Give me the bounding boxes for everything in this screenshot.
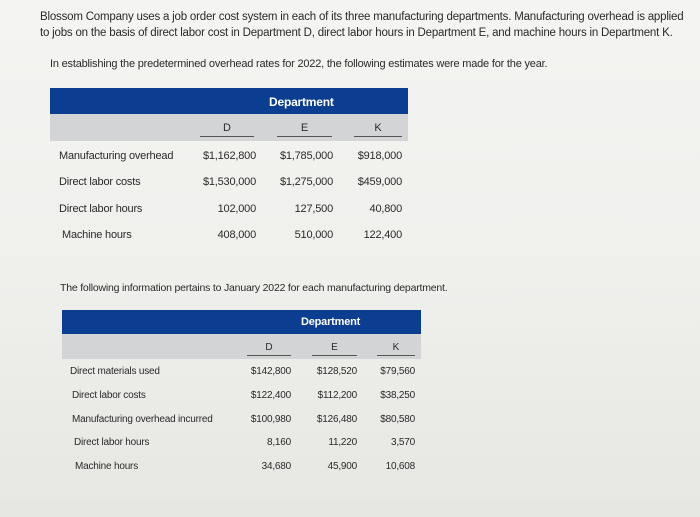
cell: $459,000 <box>357 176 402 188</box>
row-label-direct-labor-costs: Direct labor costs <box>72 390 146 401</box>
cell: $112,200 <box>317 390 357 401</box>
cell: 34,680 <box>261 461 291 472</box>
row-label-manufacturing-overhead: Manufacturing overhead <box>59 150 174 162</box>
row-label-direct-materials-used: Direct materials used <box>70 366 160 377</box>
intro-paragraph: Blossom Company uses a job order cost system in each of its three manufacturing departments. Manufacturing overhead is applied to jobs on the basis of direct labor cost in Department D, direct labor hours in Department E, and machine hours in Department K. <box>40 11 684 39</box>
cell: $122,400 <box>250 390 291 401</box>
cell: 102,000 <box>217 203 256 215</box>
cell: 45,900 <box>327 461 357 472</box>
row-label-direct-labor-costs: Direct labor costs <box>59 176 141 188</box>
cell: $126,480 <box>316 414 357 425</box>
department-header: Department <box>269 95 334 109</box>
column-header-d: D <box>247 342 291 356</box>
column-header-e: E <box>312 342 357 356</box>
department-header-bar <box>50 88 408 114</box>
cell: 408,000 <box>217 229 256 241</box>
cell: $142,800 <box>250 366 291 377</box>
cell: 510,000 <box>294 229 333 241</box>
cell: $1,530,000 <box>202 176 256 188</box>
cell: $1,275,000 <box>279 176 333 188</box>
row-label-machine-hours: Machine hours <box>75 461 138 472</box>
cell: 3,570 <box>390 437 415 448</box>
column-header-e: E <box>277 122 332 137</box>
cell: 122,400 <box>363 229 402 241</box>
cell: $100,980 <box>250 414 291 425</box>
january-intro: The following information pertains to January 2022 for each manufacturing department. <box>60 282 448 294</box>
column-header-bar <box>62 334 421 359</box>
cell: 11,220 <box>328 437 357 448</box>
row-label-machine-hours: Machine hours <box>62 229 132 241</box>
row-label-direct-labor-hours: Direct labor hours <box>59 203 143 215</box>
cell: $79,560 <box>380 366 415 377</box>
cell: 127,500 <box>294 203 333 215</box>
cell: $80,580 <box>380 414 415 425</box>
cell: $38,250 <box>380 390 415 401</box>
row-label-direct-labor-hours: Direct labor hours <box>74 437 150 448</box>
cell: 40,800 <box>369 203 402 215</box>
cell: $1,162,800 <box>202 150 256 162</box>
department-header-bar <box>62 310 421 334</box>
column-header-k: K <box>377 342 415 356</box>
estimates-intro: In establishing the predetermined overhead rates for 2022, the following estimates were made for the year. <box>50 58 548 70</box>
cell: $918,000 <box>357 150 402 162</box>
row-label-manufacturing-overhead-incurred: Manufacturing overhead incurred <box>72 414 213 425</box>
department-header: Department <box>301 316 361 328</box>
column-header-k: K <box>354 122 402 137</box>
cell: $128,520 <box>316 366 357 377</box>
cell: $1,785,000 <box>279 150 333 162</box>
cell: 10,608 <box>385 461 415 472</box>
cell: 8,160 <box>266 437 291 448</box>
column-header-d: D <box>200 122 254 137</box>
